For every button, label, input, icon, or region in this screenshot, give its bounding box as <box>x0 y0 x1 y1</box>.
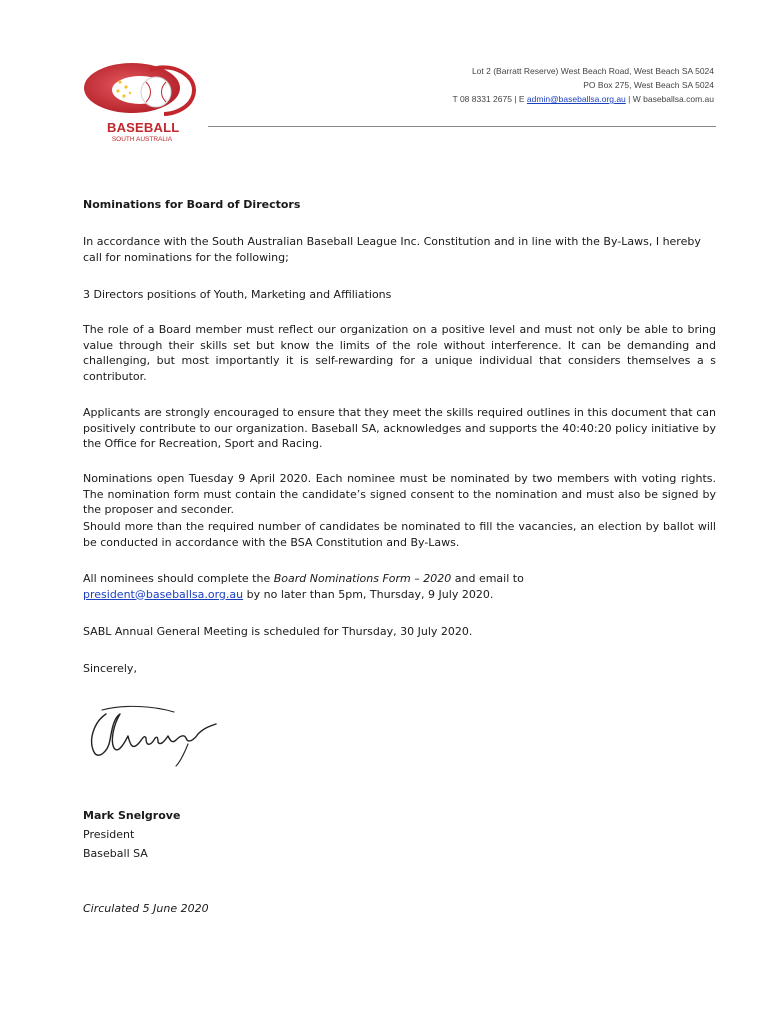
president-email-link[interactable]: president@baseballsa.org.au <box>83 587 244 601</box>
baseball-sa-logo <box>80 60 205 150</box>
signatory-organisation: Baseball SA <box>83 847 148 860</box>
logo-wordmark: BASEBALL <box>107 120 180 135</box>
letterhead-divider <box>208 126 716 127</box>
signatory-title: President <box>83 828 135 841</box>
closing: Sincerely, <box>83 662 137 675</box>
positions-paragraph: 3 Directors positions of Youth, Marketing and Affiliations <box>83 288 392 301</box>
intro-paragraph: In accordance with the South Australian Baseball League Inc. Constitution and in line with the By-Laws, I hereby call for nominations for the following; <box>83 235 701 264</box>
letter-heading: Nominations for Board of Directors <box>83 198 301 211</box>
contact-line <box>453 92 714 106</box>
admin-email-link[interactable]: admin@baseballsa.org.au <box>526 94 626 104</box>
circulated-date: Circulated 5 June 2020 <box>83 902 209 915</box>
nominations-paragraph: Nominations open Tuesday 9 April 2020. Each nominee must be nominated by two members with voting rights. The nomination form must contain the candidate’s signed consent to the nomination and must also be signed by the proposer and seconder. <box>83 472 716 516</box>
agm-paragraph: SABL Annual General Meeting is scheduled for Thursday, 30 July 2020. <box>83 625 473 638</box>
web-text: | W baseballsa.com.au <box>625 94 714 104</box>
logo-subtitle: SOUTH AUSTRALIA <box>111 136 173 143</box>
form-text-1: All nominees should complete the <box>83 572 274 585</box>
address-line-1: Lot 2 (Barratt Reserve) West Beach Road, West Beach SA 5024 <box>471 66 714 76</box>
applicants-paragraph: Applicants are strongly encouraged to ensure that they meet the skills required outlines in this document that can positively contribute to our organization. Baseball SA, acknowledges and supports the 40:40:20 policy initiative by the Office for Recreation, Sport and Racing. <box>83 406 716 450</box>
logo-swoosh-icon <box>80 60 205 122</box>
letterhead-contact <box>453 64 714 106</box>
signatory-name: Mark Snelgrove <box>83 809 181 822</box>
form-text-2: and email to <box>451 572 524 585</box>
form-name: Board Nominations Form – 2020 <box>273 572 452 585</box>
phone-text: T 08 8331 2675 | E <box>452 94 527 104</box>
role-paragraph: The role of a Board member must reflect our organization on a positive level and must not only be able to bring value through their skills set but know the limits of the role without interference. It can be demanding and challenging, but most importantly it is self-rewarding for a unique individual that considers themselves a s contributor. <box>83 323 716 383</box>
deadline-text: by no later than 5pm, Thursday, 9 July 2020. <box>243 587 494 601</box>
address-line-2: PO Box 275, West Beach SA 5024 <box>583 80 714 90</box>
form-instructions <box>83 571 716 602</box>
election-paragraph: Should more than the required number of candidates be nominated to fill the vacancies, an election by ballot will be conducted in accordance with the BSA Constitution and By-Laws. <box>83 520 716 549</box>
handwritten-signature <box>84 700 224 768</box>
